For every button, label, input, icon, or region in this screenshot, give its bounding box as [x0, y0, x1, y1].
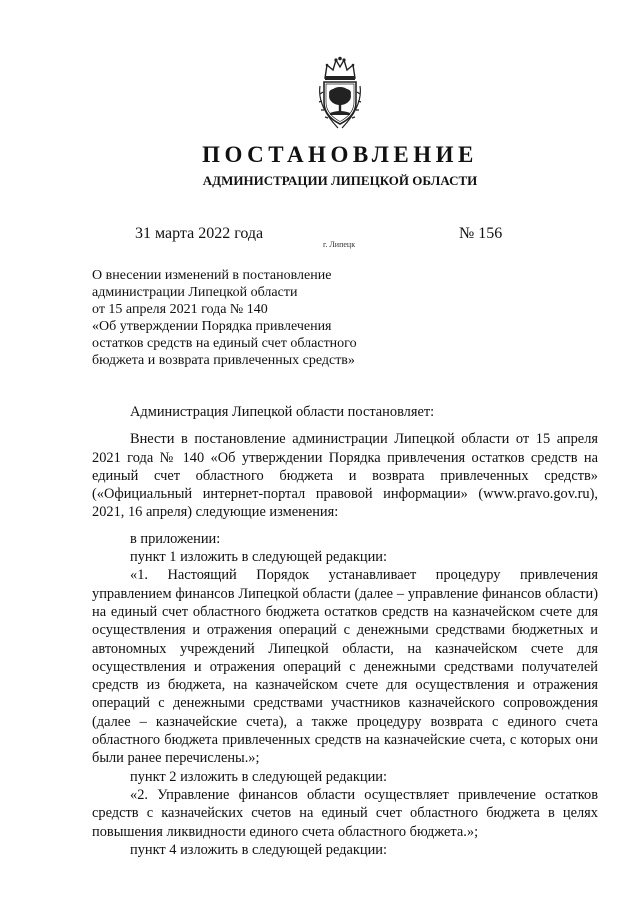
body-paragraph: «1. Настоящий Порядок устанавливает процедуру привлечения управлением финансов Липецкой области (далее – управление финансов области) на единый счет областного бюджета остатков средств на казначейском счете для осуществления и отражения операций с денежными средствами бюджетных и автономных учреждений Липецкой области, на казначейском счете для осуществления и отражения операций с денежными средствами получателей средств из бюджета, на казначейском счете для осуществления и отражения операций с денежными средствами участников казначейского сопровождения (далее – казначейские счета), а также процедуру возврата с единого счета областного бюджета привлеченных средств на казначейские счета, с которых они были ранее перечислены.»; — [92, 567, 598, 767]
body-paragraph: Администрация Липецкой области постановляет: — [130, 404, 435, 420]
subject-line: О внесении изменений в постановление — [92, 268, 332, 283]
subject-line: «Об утверждении Порядка привлечения — [92, 319, 332, 334]
document-city: г. Липецк — [323, 240, 356, 249]
subject-line: администрации Липецкой области — [92, 285, 298, 300]
subject-line: остатков средств на единый счет областного — [92, 336, 357, 351]
body-paragraph: «2. Управление финансов области осуществляет привлечение остатков средств с казначейских счетов на единый счет областного бюджета в целях повышения ликвидности единого счета областного бюджета.»; — [92, 786, 598, 840]
body-paragraph: пункт 1 изложить в следующей редакции: — [130, 549, 387, 566]
document-title: ПОСТАНОВЛЕНИЕ — [202, 142, 478, 167]
document-authority: АДМИНИСТРАЦИИ ЛИПЕЦКОЙ ОБЛАСТИ — [202, 173, 478, 188]
coat-of-arms-icon — [316, 56, 364, 130]
document-date: 31 марта 2022 года — [135, 225, 264, 242]
document-body — [92, 403, 598, 859]
document-subject — [92, 267, 422, 369]
body-paragraph: пункт 4 изложить в следующей редакции: — [130, 841, 387, 858]
document-number: № 156 — [459, 225, 503, 242]
body-paragraph: Внести в постановление администрации Липецкой области от 15 апреля 2021 года № 140 «Об утверждении Порядка привлечения остатков средств на единый счет областного бюджета и возврата привлеченных средств» («Официальный интернет-портал правовой информации» (www.pravo.gov.ru), 2021, 16 апреля) следующие изменения: — [92, 431, 598, 521]
subject-line: бюджета и возврата привлеченных средств» — [92, 353, 355, 368]
subject-line: от 15 апреля 2021 года № 140 — [92, 302, 268, 317]
body-paragraph: в приложении: — [130, 530, 221, 547]
body-paragraph: пункт 2 изложить в следующей редакции: — [130, 768, 387, 785]
